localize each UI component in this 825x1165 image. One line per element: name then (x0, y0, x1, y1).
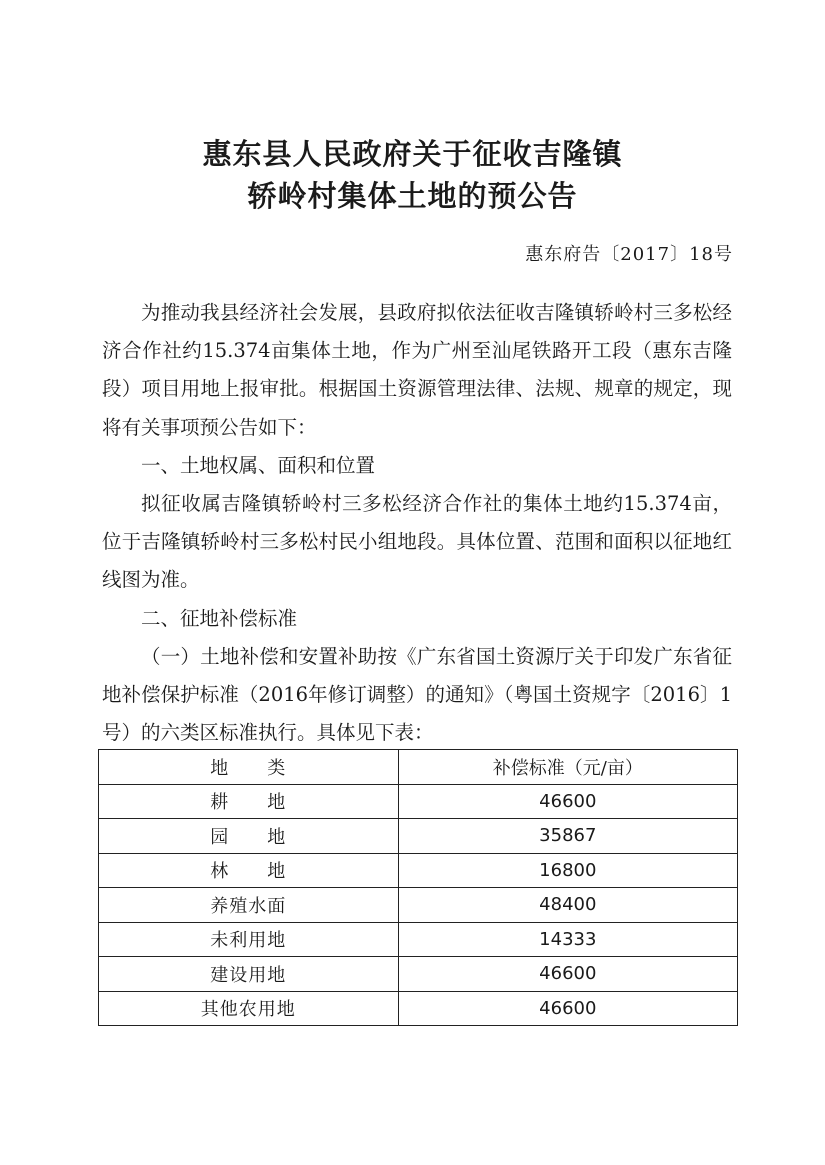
table-row (99, 784, 738, 819)
title-line-2: 轿岭村集体土地的预公告 (247, 179, 578, 213)
table-row (99, 991, 738, 1026)
land-type-cell: 养殖水面 (99, 888, 399, 923)
land-type-cell: 其他农用地 (99, 991, 399, 1026)
document-number: 惠东府告〔2017〕18号 (525, 244, 733, 265)
land-type-cell: 耕 地 (99, 784, 399, 819)
table-row (99, 819, 738, 854)
standard-cell: 14333 (398, 922, 737, 957)
table-row (99, 853, 738, 888)
standard-cell: 46600 (398, 957, 737, 992)
document-body (102, 294, 732, 752)
land-type-cell: 林 地 (99, 853, 399, 888)
table-row (99, 888, 738, 923)
land-type-cell: 未利用地 (99, 922, 399, 957)
standard-cell: 48400 (398, 888, 737, 923)
table-header-row (99, 750, 738, 785)
compensation-table (98, 749, 738, 1026)
standard-cell: 46600 (398, 784, 737, 819)
standard-cell: 35867 (398, 819, 737, 854)
standard-cell: 46600 (398, 991, 737, 1026)
header-compensation-standard: 补偿标准（元/亩） (398, 750, 737, 785)
land-type-cell: 建设用地 (99, 957, 399, 992)
section-1-paragraph: 拟征收属吉隆镇轿岭村三多松经济合作社的集体土地约15.374亩，位于吉隆镇轿岭村三多松村民小组地段。具体位置、范围和面积以征地红线图为准。 (102, 492, 732, 592)
section-2-item-1: （一）土地补偿和安置补助按《广东省国土资源厅关于印发广东省征地补偿保护标准（2016年修订调整）的通知》（粤国土资规字〔2016〕1号）的六类区标准执行。具体见下表： (102, 644, 732, 745)
table-row (99, 922, 738, 957)
standard-cell: 16800 (398, 853, 737, 888)
section-2-heading: 二、征地补偿标准 (141, 606, 298, 630)
table-row (99, 957, 738, 992)
header-land-type: 地 类 (99, 750, 399, 785)
section-1-heading: 一、土地权属、面积和位置 (141, 453, 376, 477)
intro-paragraph: 为推动我县经济社会发展，县政府拟依法征收吉隆镇轿岭村三多松经济合作社约15.374亩集体土地，作为广州至汕尾铁路开工段（惠东吉隆段）项目用地上报审批。根据国土资源管理法律、法规、规章的规定，现将有关事项预公告如下： (102, 301, 732, 439)
land-type-cell: 园 地 (99, 819, 399, 854)
title-line-1: 惠东县人民政府关于征收吉隆镇 (202, 137, 623, 171)
